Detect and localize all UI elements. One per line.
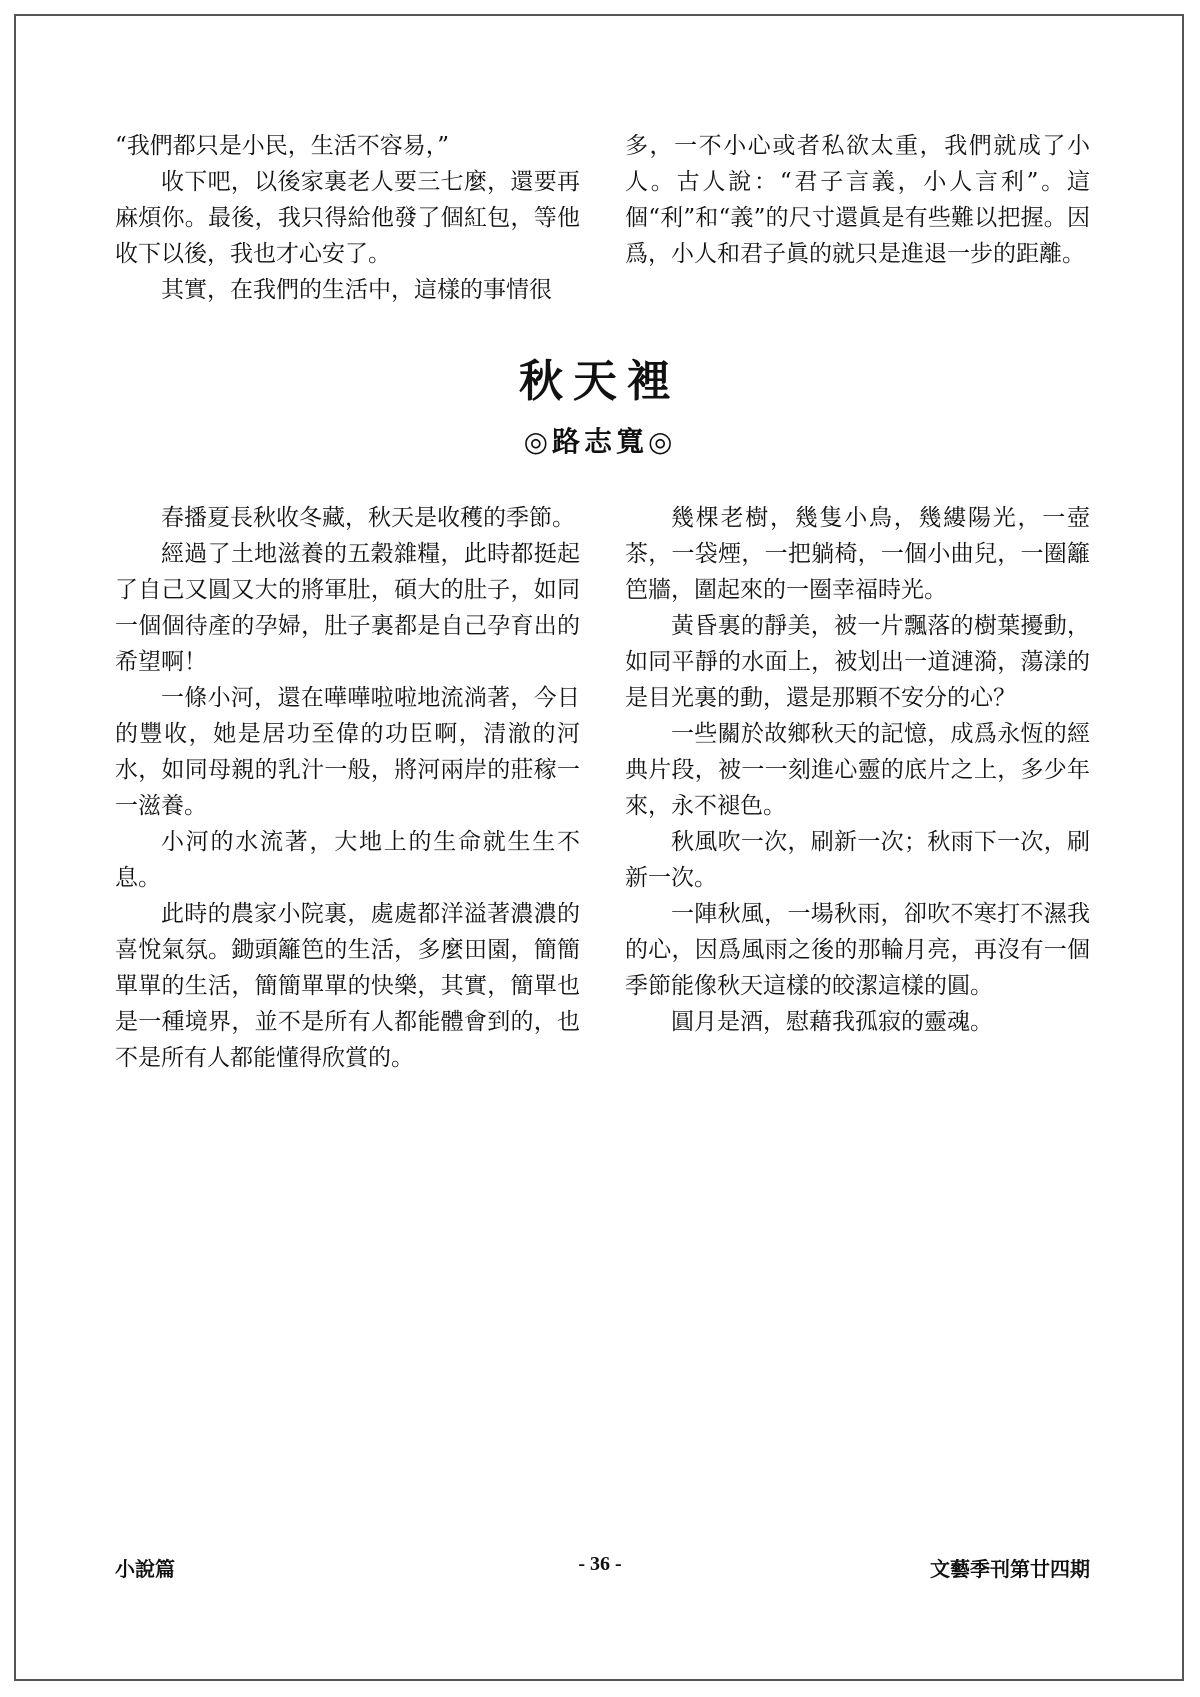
article-author: ◎路志寬◎ xyxy=(523,425,677,458)
footer-page-number: - 36 - xyxy=(578,1553,622,1575)
paragraph: 此時的農家小院裏，處處都洋溢著濃濃的喜悅氣氛。鋤頭籬笆的生活，多麼田園，簡簡單單的生活，簡簡單單的快樂，其實，簡單也是一種境界，並不是所有人都能體會到的，也不是所有人都能懂得欣賞的。 xyxy=(115,901,580,1071)
paragraph: 圓月是酒，慰藉我孤寂的靈魂。 xyxy=(671,1009,993,1035)
previous-story-right-column xyxy=(625,128,1090,272)
paragraph: 一些關於故鄉秋天的記憶，成爲永恆的經典片段，被一一刻進心靈的底片之上，多少年來，永不褪色。 xyxy=(625,721,1090,819)
previous-story-left-column xyxy=(115,128,580,308)
paragraph: 春播夏長秋收冬藏，秋天是收穫的季節。 xyxy=(161,505,575,531)
article-left-column xyxy=(115,500,580,1076)
paragraph: 其實，在我們的生活中，這樣的事情很 xyxy=(161,277,552,303)
footer-publication: 文藝季刊第廿四期 xyxy=(930,1557,1090,1581)
paragraph: 一陣秋風，一場秋雨，卻吹不寒打不濕我的心，因爲風雨之後的那輪月亮，再沒有一個季節能像秋天這樣的皎潔這樣的圓。 xyxy=(625,901,1090,999)
paragraph: 秋風吹一次，刷新一次；秋雨下一次，刷新一次。 xyxy=(625,829,1090,891)
paragraph: “我們都只是小民，生活不容易，” xyxy=(115,133,450,159)
footer-section-name: 小說篇 xyxy=(115,1557,175,1581)
article-right-column xyxy=(625,500,1090,1040)
paragraph: 一條小河，還在嘩嘩啦啦地流淌著，今日的豐收，她是居功至偉的功臣啊，清澈的河水，如同母親的乳汁一般，將河兩岸的莊稼一一滋養。 xyxy=(115,685,580,819)
paragraph: 幾棵老樹，幾隻小鳥，幾縷陽光，一壺茶，一袋煙，一把躺椅，一個小曲兒，一圈籬笆牆，圍起來的一圈幸福時光。 xyxy=(625,505,1090,603)
paragraph: 黃昏裏的靜美，被一片飄落的樹葉擾動，如同平靜的水面上，被划出一道漣漪，蕩漾的是目光裏的動，還是那顆不安分的心？ xyxy=(625,613,1090,711)
article-title: 秋天裡 xyxy=(519,356,681,407)
paragraph: 經過了土地滋養的五穀雜糧，此時都挺起了自己又圓又大的將軍肚，碩大的肚子，如同一個個待產的孕婦，肚子裏都是自己孕育出的希望啊！ xyxy=(115,541,580,675)
paragraph: 收下吧，以後家裏老人要三七麼，還要再麻煩你。最後，我只得給他發了個紅包，等他收下以後，我也才心安了。 xyxy=(115,169,580,267)
paragraph: 小河的水流著，大地上的生命就生生不息。 xyxy=(115,829,580,891)
paragraph: 多，一不小心或者私欲太重，我們就成了小人。古人說：“君子言義，小人言利”。這個“利”和“義”的尺寸還眞是有些難以把握。因爲，小人和君子眞的就只是進退一步的距離。 xyxy=(625,133,1090,267)
